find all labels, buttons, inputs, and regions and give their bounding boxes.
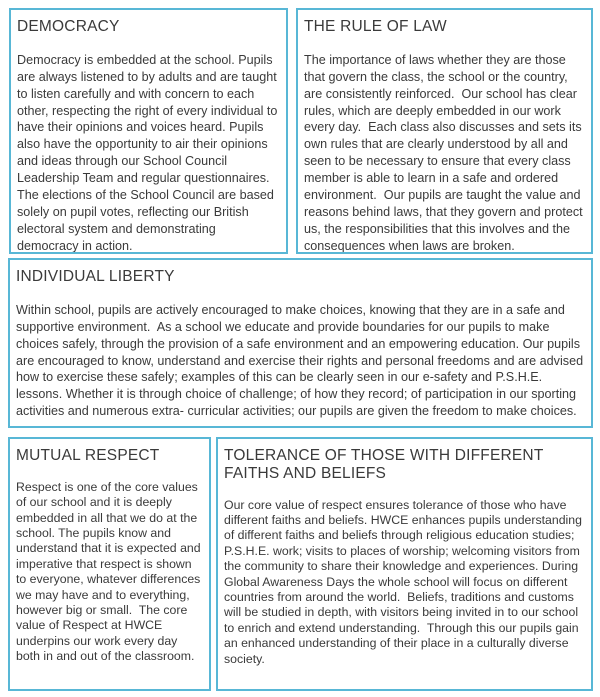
panel-rule-of-law-body: The importance of laws whether they are those that govern the class, the school or the country, are consistently reinforced. Our school has clear rules, which are deeply embedded in our work every day. Each class also discusses and sets its own rules that are clearly understood by all and seen to be necessary to ensure that every class member is able to learn in a safe and ordered environment. Our pupils are taught the value and reasons behind laws, that they govern and protect us, the responsibilities that this involves and the consequences when laws are broken. <box>304 52 587 253</box>
panel-tolerance <box>216 437 593 691</box>
panel-individual-liberty <box>8 258 593 428</box>
panel-tolerance-title: TOLERANCE OF THOSE WITH DIFFERENT FAITHS AND BELIEFS <box>224 447 544 482</box>
panel-tolerance-body: Our core value of respect ensures tolerance of those who have different faiths and beliefs. HWCE enhances pupils understanding of different faiths and beliefs through religious education studies; P.S.H.E. work; visits to places of worship; welcoming visitors from the community to share their knowledge and experiences. During Global Awareness Days the whole school will focus on different countries from around the world. Beliefs, traditions and customs will be studied in depth, with visitors being invited in to our school to enrich and extend understanding. Through this our pupils gain an enhanced understanding of their place in a culturally diverse society. <box>224 497 586 666</box>
panel-democracy <box>9 8 288 254</box>
panel-democracy-body: Democracy is embedded at the school. Pupils are always listened to by adults and are taught to listen carefully and with concern to each other, respecting the right of every individual to have their opinions and voices heard. Pupils also have the opportunity to air their opinions and ideas through our School Council Leadership Team and regular questionnaires. The elections of the School Council are based solely on pupil votes, reflecting our British electoral system and demonstrating democracy in action. <box>17 52 281 253</box>
panel-democracy-title: DEMOCRACY <box>17 18 120 35</box>
panel-mutual-respect <box>8 437 211 691</box>
panel-mutual-respect-body: Respect is one of the core values of our school and it is deeply embedded in all that we do at the school. The pupils know and understand that it is expected and imperative that respect is shown to everyone, whatever differences we may have and to everything, however big or small. The core value of Respect at HWCE underpins our work every day both in and out of the classroom. <box>16 479 205 664</box>
panel-rule-of-law-title: THE RULE OF LAW <box>304 18 447 35</box>
panel-mutual-respect-title: MUTUAL RESPECT <box>16 447 160 464</box>
panel-individual-liberty-title: INDIVIDUAL LIBERTY <box>16 268 175 285</box>
panel-rule-of-law <box>296 8 593 254</box>
panel-individual-liberty-body: Within school, pupils are actively encouraged to make choices, knowing that they are in a safe and supportive environment. As a school we educate and provide boundaries for our pupils to make choices safely, through the provision of a safe environment and an empowering education. Our pupils are encouraged to know, understand and exercise their rights and personal freedoms and are advised how to exercise these safely; examples of this can be clearly seen in our e-safety and P.S.H.E. lessons. Whether it is through choice of challenge; of how they record; of participation in our sporting activities and numerous extra- curricular activities; our pupils are given the freedom to make choices. <box>16 302 587 419</box>
